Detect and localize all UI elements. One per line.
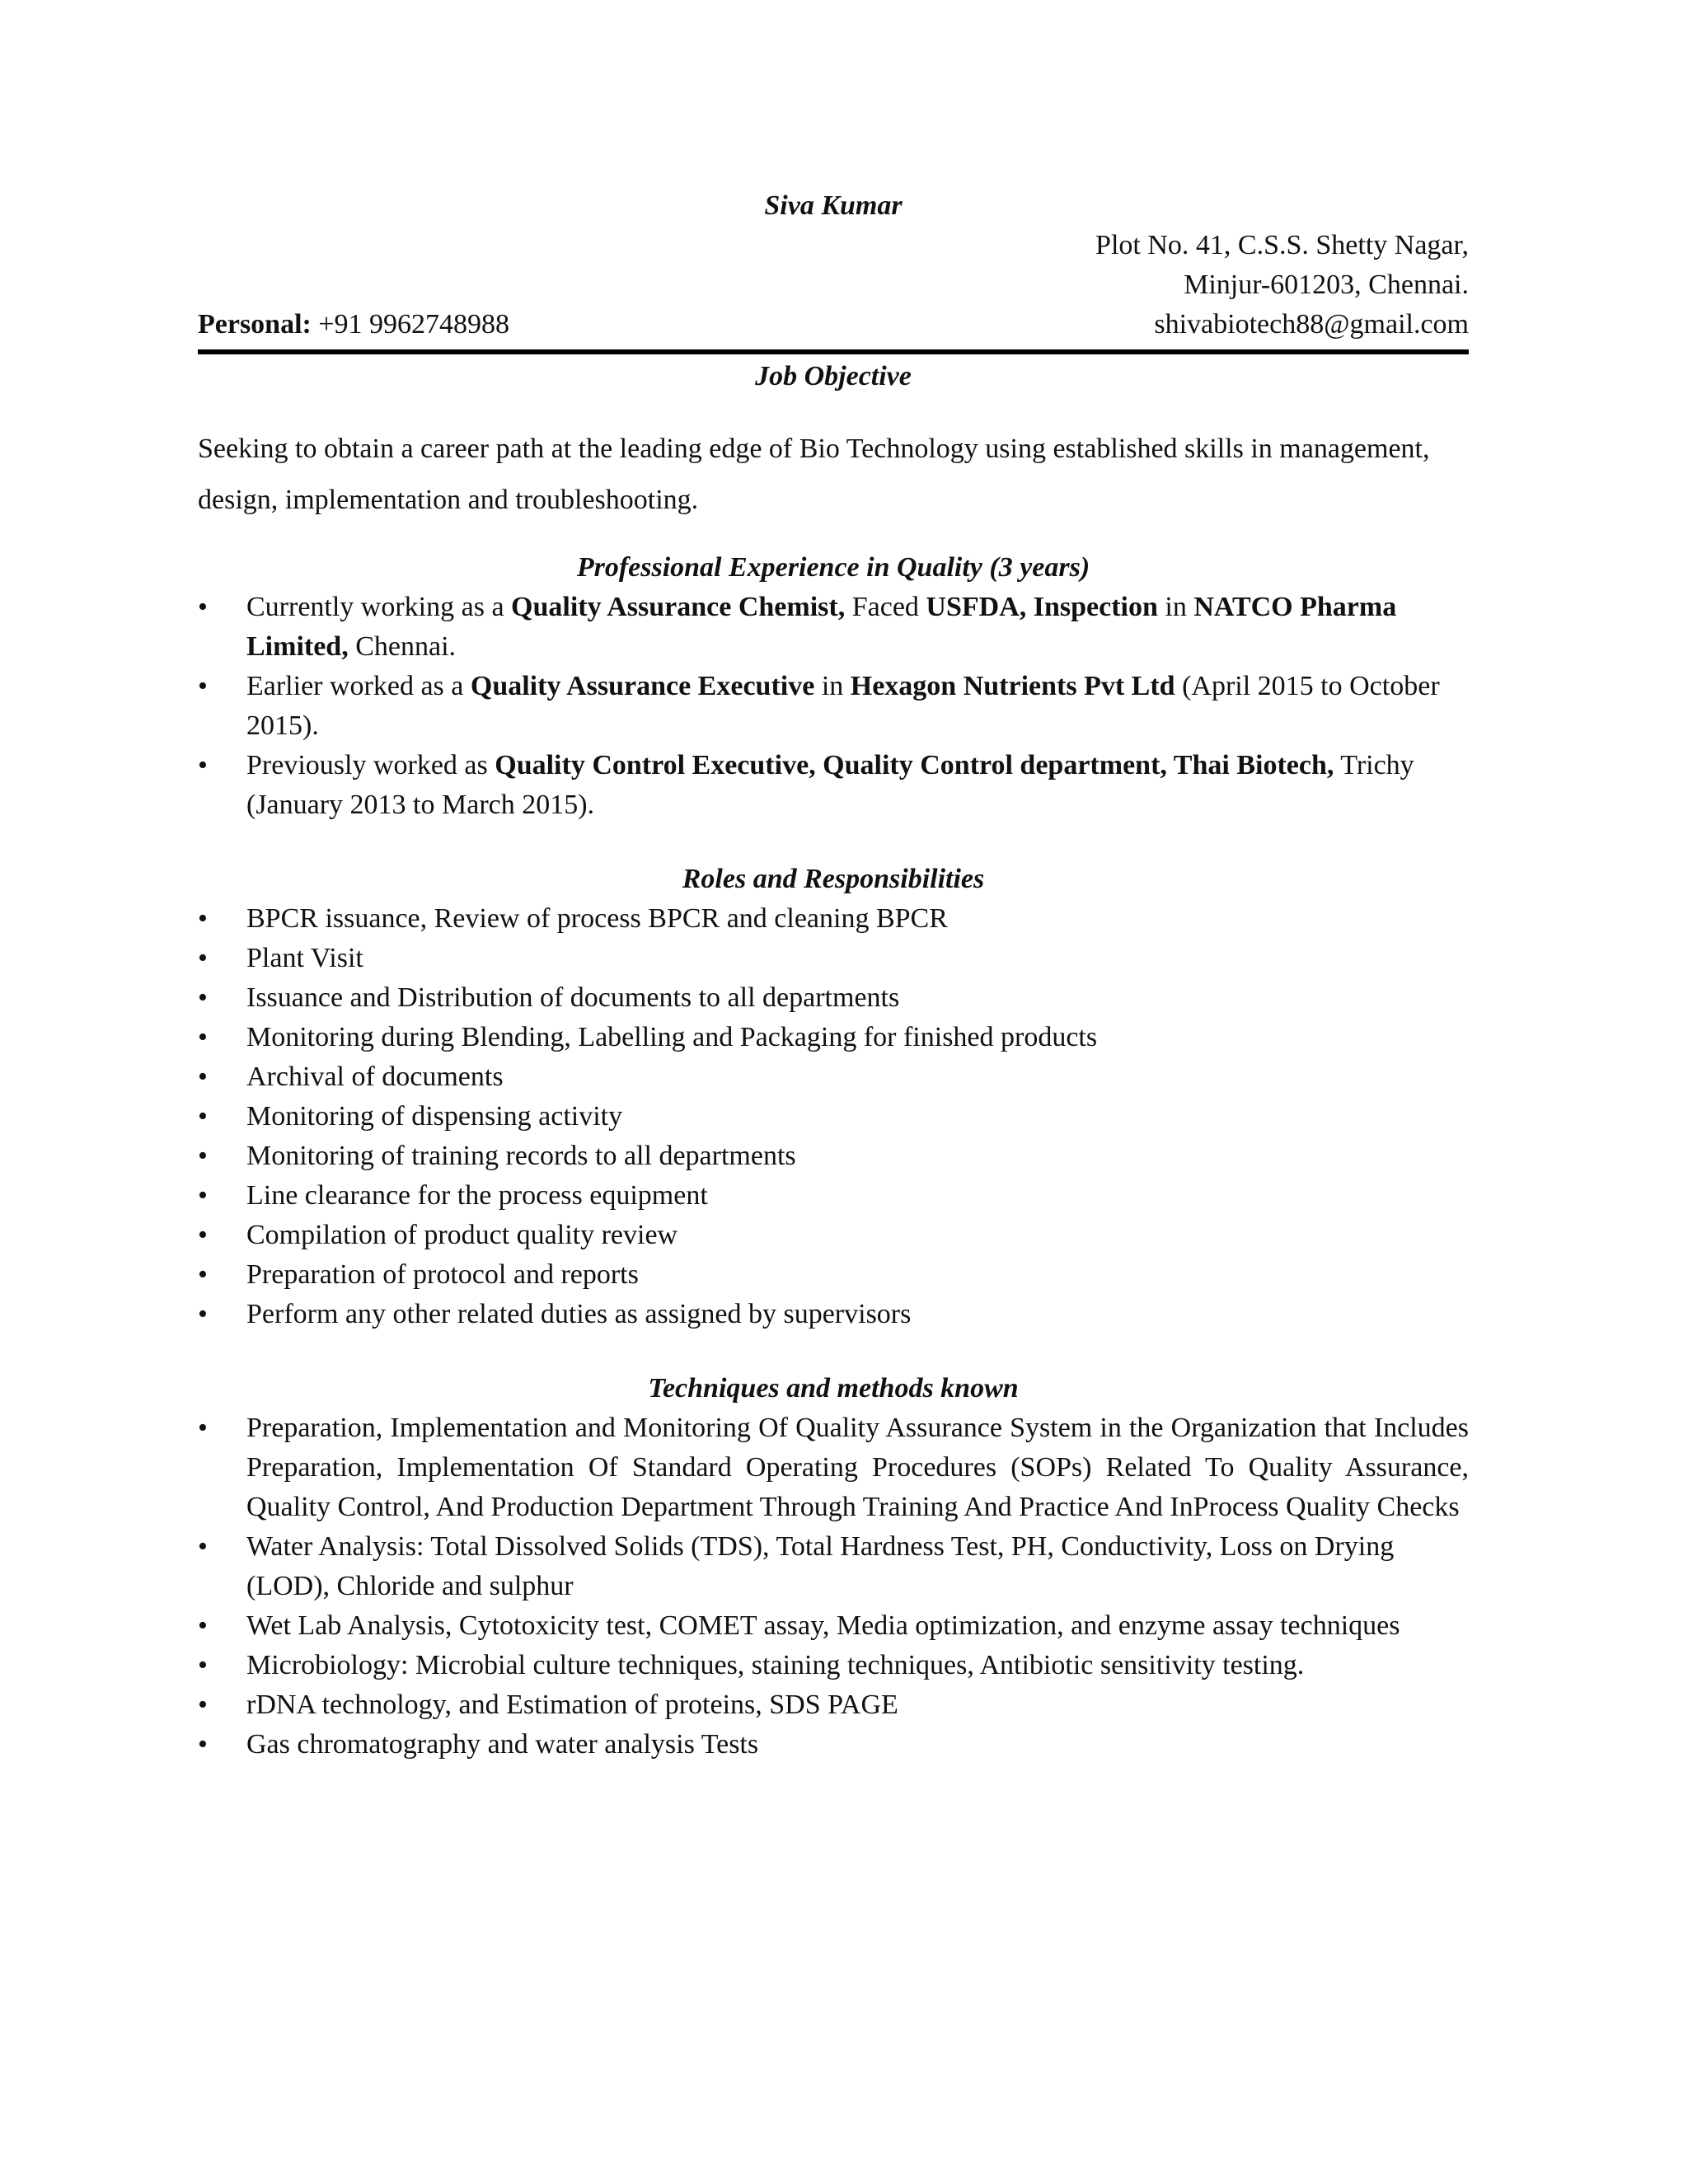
experience-title: Professional Experience in Quality (3 years)	[576, 552, 1090, 583]
address-block	[1095, 226, 1469, 344]
roles-item: • Issuance and Distribution of documents to all departments	[198, 978, 1469, 1018]
address-line-2: Minjur-601203, Chennai.	[1184, 269, 1469, 300]
techniques-item: • Microbiology: Microbial culture techniques, staining techniques, Antibiotic sensitivity testing.	[198, 1646, 1469, 1685]
roles-item: • Monitoring during Blending, Labelling and Packaging for finished products	[198, 1018, 1469, 1057]
job-objective-title: Job Objective	[755, 361, 912, 391]
candidate-name: Siva Kumar	[764, 190, 903, 221]
experience-text: Trichy (January 2013 to March 2015).	[246, 750, 1414, 820]
techniques-item: • Gas chromatography and water analysis Tests	[198, 1725, 1469, 1765]
roles-item: • Archival of documents	[198, 1057, 1469, 1097]
experience-item	[198, 667, 1469, 746]
header-divider	[198, 349, 1469, 354]
address-line-1: Plot No. 41, C.S.S. Shetty Nagar,	[1095, 230, 1469, 260]
experience-list	[198, 588, 1469, 825]
techniques-list	[198, 1408, 1469, 1765]
experience-role: Quality Assurance Executive	[470, 671, 815, 701]
roles-item: • Line clearance for the process equipment	[198, 1176, 1469, 1216]
experience-item	[198, 746, 1469, 825]
experience-role: Quality Assurance Chemist,	[511, 592, 846, 622]
resume-content	[198, 186, 1469, 1765]
techniques-item: • rDNA technology, and Estimation of proteins, SDS PAGE	[198, 1685, 1469, 1725]
personal-label: Personal:	[198, 309, 312, 340]
email-address: shivabiotech88@gmail.com	[1154, 309, 1469, 340]
experience-text: in	[1157, 592, 1194, 622]
techniques-item: • Water Analysis: Total Dissolved Solids (TDS), Total Hardness Test, PH, Conductivity, Loss on Drying (LOD), Chloride and sulphur	[198, 1527, 1469, 1606]
personal-phone	[198, 305, 509, 344]
roles-item: • BPCR issuance, Review of process BPCR and cleaning BPCR	[198, 899, 1469, 939]
experience-text: Chennai.	[348, 631, 457, 662]
experience-company: Hexagon Nutrients Pvt Ltd	[850, 671, 1175, 701]
phone-number: +91 9962748988	[318, 309, 510, 340]
roles-list	[198, 899, 1469, 1334]
experience-text: (April 2015 to October 2015).	[246, 671, 1440, 741]
roles-item: • Perform any other related duties as assigned by supervisors	[198, 1295, 1469, 1334]
roles-item: • Monitoring of training records to all departments	[198, 1137, 1469, 1176]
experience-text: Earlier worked as a	[246, 671, 471, 701]
techniques-item: • Preparation, Implementation and Monitoring Of Quality Assurance System in the Organization that Includes Preparation, Implementation Of Standard Operating Procedures (SOPs) Related To Quality Assurance, Quality Control, And Production Department Through Training And Practice And InProcess Quality Checks	[198, 1408, 1469, 1527]
experience-text: in	[814, 671, 851, 701]
roles-title: Roles and Responsibilities	[682, 864, 985, 894]
experience-text: Currently working as a	[246, 592, 512, 622]
roles-item: • Preparation of protocol and reports	[198, 1255, 1469, 1295]
experience-role: Quality Control Executive, Quality Control department, Thai Biotech,	[495, 750, 1334, 780]
experience-highlight: USFDA, Inspection	[926, 592, 1158, 622]
roles-item: • Plant Visit	[198, 939, 1469, 978]
contact-header	[198, 226, 1469, 344]
experience-company: NATCO Pharma Limited,	[246, 592, 1397, 662]
techniques-title: Techniques and methods known	[648, 1373, 1019, 1404]
techniques-item: • Wet Lab Analysis, Cytotoxicity test, COMET assay, Media optimization, and enzyme assay techniques	[198, 1606, 1469, 1646]
experience-text: Faced	[845, 592, 926, 622]
experience-item	[198, 588, 1469, 667]
experience-text: Previously worked as	[246, 750, 495, 780]
roles-item: • Compilation of product quality review	[198, 1216, 1469, 1255]
job-objective-text: Seeking to obtain a career path at the leading edge of Bio Technology using established skills in management, design, implementation and troubleshooting.	[198, 434, 1430, 515]
roles-item: • Monitoring of dispensing activity	[198, 1097, 1469, 1137]
